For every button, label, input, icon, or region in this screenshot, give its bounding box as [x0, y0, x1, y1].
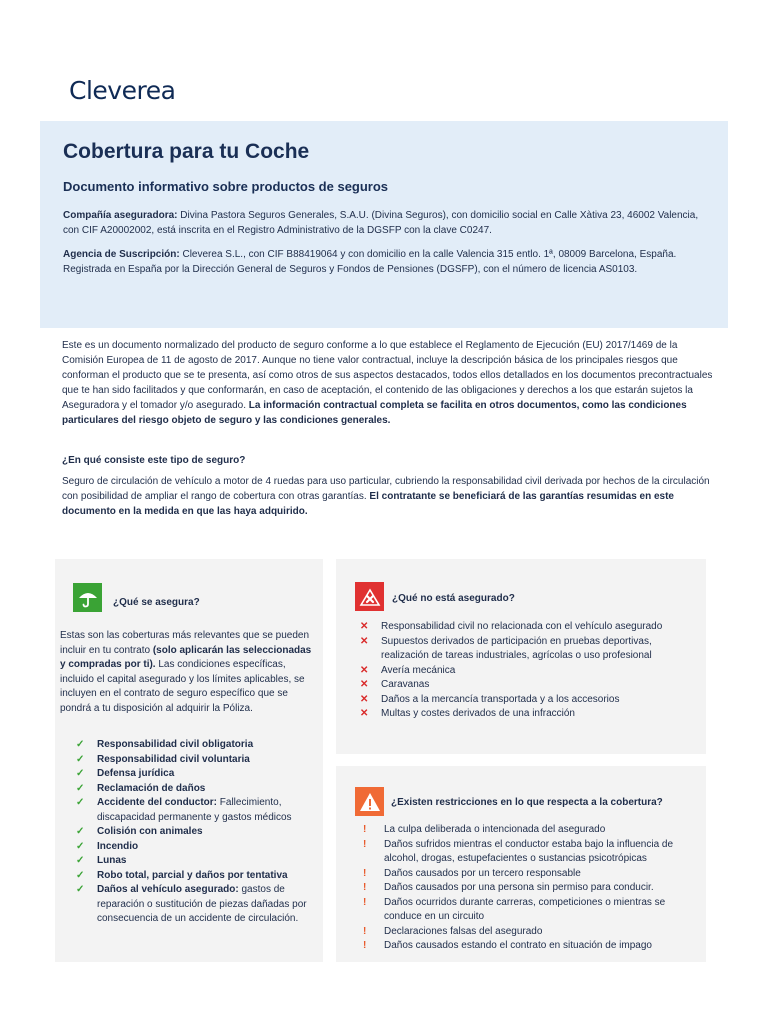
- restrictions-card: [336, 766, 706, 962]
- check-icon: ✓: [76, 826, 85, 837]
- check-icon: ✓: [76, 840, 85, 852]
- list-item: ✓ Responsabilidad civil voluntaria: [75, 753, 320, 768]
- check-icon: ✓: [76, 869, 85, 881]
- cross-icon: ✕: [360, 679, 369, 690]
- intro-text: Este es un documento normalizado del producto de seguro conforme a lo que establece el Reglamento de Ejecución (EU) 2017/1469 de la Comisión Europea de 11 de agosto de 2017. Aunque no tiene valor contractual, incluye la descripción básica de los principales riesgos que conforman el producto que se te presenta, así como otros de sus aspectos destacados, todos ellos detallados en los documentos precontractuales que te han sido facilitados y que conformarán, en caso de aceptación, el contenido de las obligaciones y derechos a los que estarán sujetos la Aseguradora y el tomador y/o asegurado.: [62, 340, 713, 411]
- cross-icon: ✕: [360, 664, 369, 676]
- insured-intro: [60, 629, 312, 716]
- cross-icon: ✕: [360, 708, 369, 719]
- insurer-text: Divina Pastora Seguros Generales, S.A.U. (Divina Seguros), con domicilio social en Calle Xàtiva 23, 46002 Valencia, con CIF A20002002, está inscrita en el Registro Administrativo de la DGSFP con la clave C0247.: [63, 210, 699, 236]
- check-icon: ✓: [76, 753, 85, 765]
- warning-icon: [355, 787, 384, 816]
- cross-icon: ✕: [360, 693, 369, 705]
- exclamation-icon: !: [363, 838, 367, 850]
- insured-title: ¿Qué se asegura?: [113, 597, 200, 608]
- agency-info: [63, 247, 703, 277]
- exclamation-icon: !: [363, 896, 367, 908]
- insurance-type-question: ¿En qué consiste este tipo de seguro?: [62, 455, 246, 466]
- list-item: ✓ Colisión con animales: [75, 825, 320, 840]
- insured-list: [75, 738, 320, 927]
- agency-label: Agencia de Suscripción:: [63, 249, 180, 260]
- list-item: ✕ Daños a la mercancía transportada y a los accesorios: [359, 693, 699, 708]
- list-item: ✓ Accidente del conductor: Fallecimiento, discapacidad permanente y gastos médicos: [76, 797, 292, 823]
- insurer-info: [63, 208, 703, 238]
- list-item: ✓ Reclamación de daños: [75, 782, 320, 797]
- umbrella-icon: [73, 583, 102, 612]
- insured-intro-rest: Las condiciones específicas, incluido el capital asegurado y los límites aplicables, se incluyen en el contrato de seguro específico que se pondrá a tu disposición al adquirir la Póliza.: [60, 659, 305, 714]
- not-insured-list: [359, 620, 699, 722]
- list-item: ✓ Incendio: [75, 840, 320, 855]
- exclamation-icon: !: [363, 824, 367, 835]
- list-item: ! Daños ocurridos durante carreras, competiciones o mientras se conduce en un circuito: [363, 896, 666, 922]
- list-item: ! Daños causados por un tercero responsable: [362, 867, 700, 882]
- description-text: Seguro de circulación de vehículo a motor de 4 ruedas para uso particular, cubriendo la responsabilidad civil derivada por hechos de la circulación con posibilidad de ampliar el rango de cobertura con otras garantías.: [62, 476, 710, 502]
- check-icon: ✓: [76, 797, 85, 808]
- restrictions-list: [362, 823, 700, 954]
- exclamation-icon: !: [363, 867, 367, 879]
- logo: Cleverea: [69, 76, 176, 105]
- agency-text: Cleverea S.L., con CIF B88419064 y con domicilio en la calle Valencia 315 entlo. 1ª, 08009 Barcelona, España. Registrada en España por la Dirección General de Seguros y Fondos de Pensiones (DGSFP), con el número de licencia AS0103.: [63, 249, 677, 275]
- list-item: ! Daños sufridos mientras el conductor estaba bajo la influencia de alcohol, drogas, estupefacientes o sustancias psicotrópicas: [363, 838, 674, 864]
- list-item: ✓ Defensa jurídica: [75, 767, 320, 782]
- list-item: ✕ Responsabilidad civil no relacionada con el vehículo asegurado: [359, 620, 699, 635]
- exclamation-icon: !: [363, 882, 367, 893]
- car-cross-icon: [355, 582, 384, 611]
- insurance-description: [62, 474, 717, 519]
- list-item: ✕ Caravanas: [359, 678, 699, 693]
- list-item: ✕ Multas y costes derivados de una infracción: [359, 707, 699, 722]
- list-item: ✓ Responsabilidad civil obligatoria: [75, 738, 320, 753]
- list-item: ✓ Daños al vehículo asegurado: gastos de reparación o sustitución de piezas dañadas por consecuencia de un accidente de circulación.: [76, 884, 307, 924]
- page-title: Cobertura para tu Coche: [63, 140, 310, 163]
- intro-paragraph: [62, 338, 714, 428]
- check-icon: ✓: [76, 884, 85, 895]
- intro-bold: La información contractual completa se facilita en otros documentos, como las condiciones particulares del riesgo objeto de seguro y las condiciones generales.: [62, 400, 687, 426]
- check-icon: ✓: [76, 739, 85, 750]
- restrictions-title: ¿Existen restricciones en lo que respecta a la cobertura?: [391, 797, 663, 808]
- description-bold: El contratante se beneficiará de las garantías resumidas en este documento en la medida en que las haya adquirido.: [62, 491, 674, 517]
- list-item: ✓ Lunas: [75, 854, 320, 869]
- check-icon: ✓: [76, 782, 85, 794]
- cross-icon: ✕: [360, 621, 369, 632]
- not-insured-card: [336, 559, 706, 754]
- list-item: ✕ Avería mecánica: [359, 664, 699, 679]
- insurer-label: Compañía aseguradora:: [63, 210, 178, 221]
- list-item: ! Daños causados por una persona sin permiso para conducir.: [362, 881, 700, 896]
- list-item: ! La culpa deliberada o intencionada del asegurado: [362, 823, 700, 838]
- header-panel: [40, 121, 728, 328]
- exclamation-icon: !: [363, 940, 367, 951]
- check-icon: ✓: [76, 768, 85, 779]
- insured-intro-bold: (solo aplicarán las seleccionadas y compradas por ti).: [60, 644, 312, 670]
- check-icon: ✓: [76, 855, 85, 866]
- list-item: ✓ Robo total, parcial y daños por tentativa: [75, 869, 320, 884]
- insured-intro-text: Estas son las coberturas más relevantes que se pueden incluir en tu contrato: [60, 630, 310, 656]
- exclamation-icon: !: [363, 925, 367, 937]
- page-subtitle: Documento informativo sobre productos de seguros: [63, 179, 389, 194]
- list-item: ! Declaraciones falsas del asegurado: [362, 925, 700, 940]
- not-insured-title: ¿Qué no está asegurado?: [392, 593, 515, 604]
- list-item: ✕ Supuestos derivados de participación en pruebas deportivas, realización de tareas industriales, agrícolas o uso profesional: [360, 635, 652, 661]
- insured-card: [55, 559, 323, 962]
- cross-icon: ✕: [360, 635, 369, 647]
- list-item: ! Daños causados estando el contrato en situación de impago: [362, 939, 700, 954]
